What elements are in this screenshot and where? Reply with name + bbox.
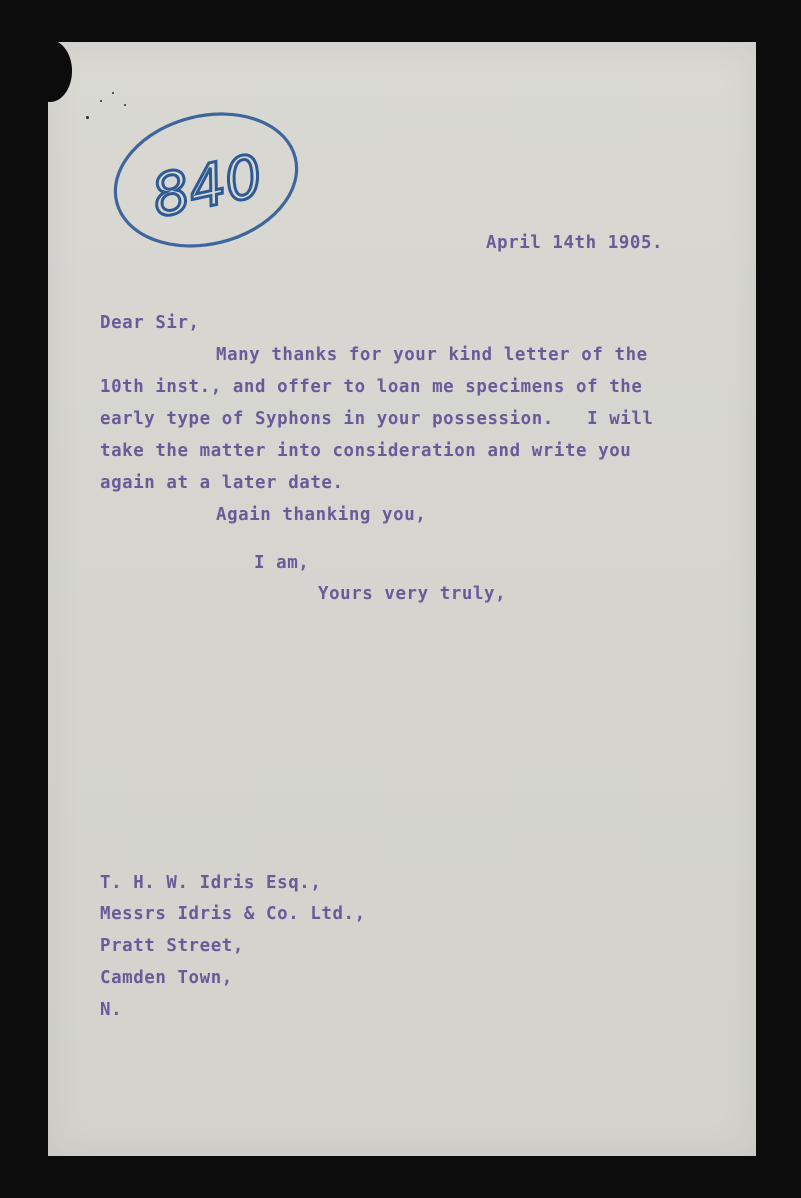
paper-fleck xyxy=(86,116,89,119)
archive-number-stamp xyxy=(110,110,302,250)
recipient-line: Messrs Idris & Co. Ltd., xyxy=(100,904,366,924)
paper-fleck xyxy=(124,104,126,106)
body-line: take the matter into consideration and write you xyxy=(100,441,632,461)
recipient-line: Camden Town, xyxy=(100,968,233,988)
salutation: Dear Sir, xyxy=(100,313,200,333)
paper-fleck xyxy=(100,100,102,102)
letter-date: April 14th 1905. xyxy=(486,233,664,253)
recipient-line: N. xyxy=(100,1000,123,1020)
paper-fleck xyxy=(112,92,114,94)
body-line: Many thanks for your kind letter of the xyxy=(216,345,648,365)
closing-thanks: Again thanking you, xyxy=(216,505,427,525)
body-line: early type of Syphons in your possession. I will xyxy=(100,409,654,429)
punch-hole xyxy=(28,40,72,102)
body-line: again at a later date. xyxy=(100,473,344,493)
body-line: 10th inst., and offer to loan me specimens of the xyxy=(100,377,643,397)
recipient-line: Pratt Street, xyxy=(100,936,244,956)
archive-number: 840 xyxy=(145,141,269,231)
closing-i-am: I am, xyxy=(254,553,310,573)
recipient-line: T. H. W. Idris Esq., xyxy=(100,873,322,893)
closing-yours: Yours very truly, xyxy=(318,584,507,604)
